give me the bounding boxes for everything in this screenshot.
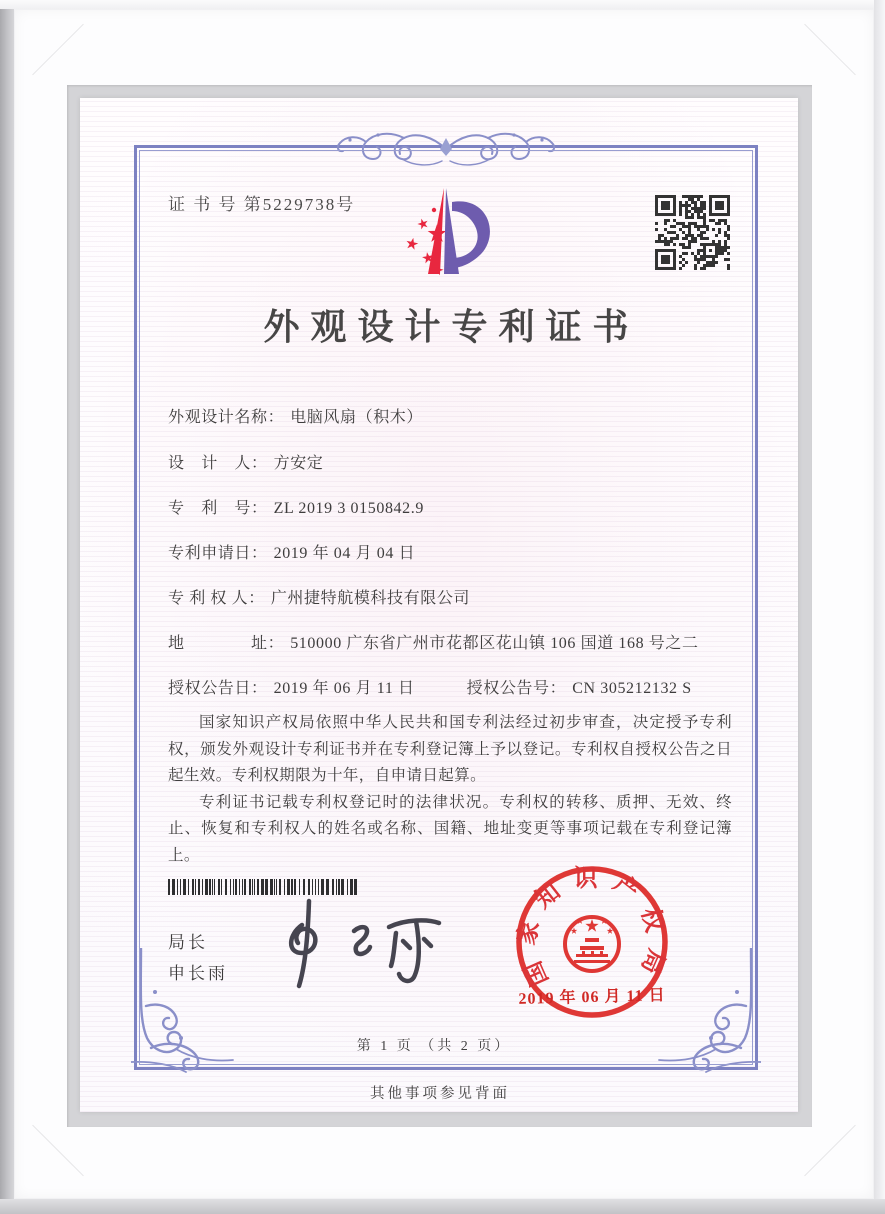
frame-edge-bottom <box>0 1199 885 1214</box>
certificate-number: 证 书 号 第5229738号 <box>168 195 356 214</box>
frame-miter-joint <box>804 24 856 76</box>
grant-date-value: 2019 年 06 月 11 日 <box>273 680 415 697</box>
field-label: 专 利 权 人： <box>168 590 265 607</box>
legal-paragraph-2: 专利证书记载专利权登记时的法律状况。专利权的转移、质押、无效、终止、恢复和专利权人的姓名或名称、国籍、地址变更等事项记载在专利登记簿上。 <box>168 793 732 864</box>
page-indicator: 第 1 页 （共 2 页） <box>356 1039 512 1054</box>
field-label: 外观设计名称： <box>168 409 285 426</box>
seal-date: 2019 年 06 月 11 日 <box>518 987 666 1008</box>
field-label: 专利申请日： <box>168 545 268 562</box>
field-label: 设 计 人： <box>168 455 268 472</box>
frame-miter-joint <box>804 1125 856 1177</box>
frame-edge-top <box>0 0 885 9</box>
seal-ring-text: 国家知识产权局 <box>513 865 671 990</box>
frame-miter-joint <box>32 1125 84 1177</box>
field-label: 专 利 号： <box>168 500 268 517</box>
field-patent-number <box>168 495 424 518</box>
certificate-title: 外观设计专利证书 <box>263 307 640 347</box>
field-value: 2019 年 04 月 04 日 <box>273 545 416 562</box>
field-value: 510000 广东省广州市花都区花山镇 106 国道 168 号之二 <box>290 635 699 652</box>
field-label: 地 址： <box>168 635 285 652</box>
frame-edge-left <box>0 0 14 1214</box>
grant-number-label: 授权公告号： <box>466 680 567 697</box>
signer-name: 申长雨 <box>168 964 228 983</box>
grant-number-value: CN 305212132 S <box>572 680 692 697</box>
field-value: 电脑风扇（积木） <box>290 409 424 426</box>
back-side-note: 其他事项参见背面 <box>370 1086 510 1102</box>
field-filing-date <box>168 540 415 563</box>
field-grant-row <box>168 675 692 698</box>
border-top-ornament-icon <box>330 126 562 172</box>
grant-date-label: 授权公告日： <box>168 680 268 697</box>
legal-paragraph-1: 国家知识产权局依照中华人民共和国专利法经过初步审查，决定授予专利权，颁发外观设计专利证书并在专利登记簿上予以登记。专利权自授权公告之日起生效。专利权期限为十年，自申请日起算。 <box>168 714 732 784</box>
field-value: 广州捷特航模科技有限公司 <box>270 590 471 607</box>
field-designer <box>168 450 323 473</box>
handwritten-signature-icon <box>272 891 452 991</box>
field-value: ZL 2019 3 0150842.9 <box>273 500 424 517</box>
qr-code-icon <box>655 195 730 270</box>
legal-text <box>168 710 732 869</box>
field-value: 方安定 <box>273 455 324 472</box>
field-design-name <box>168 404 423 427</box>
frame-edge-right <box>874 0 885 1214</box>
corner-flourish-icon <box>657 948 761 1074</box>
ornament-center-diamond <box>440 138 452 156</box>
field-patentee <box>168 585 470 608</box>
certificate-paper <box>80 98 798 1112</box>
cnipa-logo-icon <box>382 182 502 287</box>
field-address <box>168 630 699 653</box>
frame-miter-joint <box>32 24 84 76</box>
signer-title: 局长 <box>168 933 208 952</box>
national-emblem <box>565 917 619 971</box>
